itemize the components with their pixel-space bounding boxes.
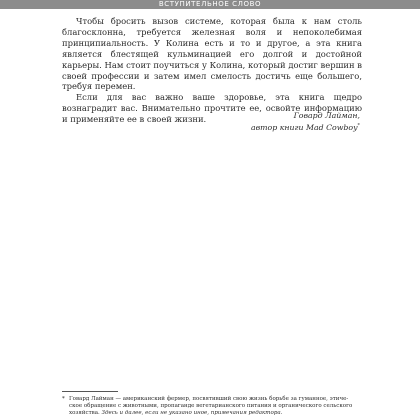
signature-role: автор книги Mad Cowboy [250, 122, 358, 132]
main-text [62, 16, 362, 125]
footnote-editor-note: Здесь и далее, если не указано иное, примечания редактора. [101, 410, 283, 416]
footnote-line-2: ское обращение с животными, пропаганде вегетарианского питания и органического сельского [69, 403, 353, 409]
signature-name: Говард Лайман, [293, 111, 360, 120]
paragraph-2: Если для вас важно ваше здоровье, эта книга щедро вознаградит вас. Внимательно прочтите ее, освойте информацию и применяйте ее в своей жизни. [62, 92, 362, 125]
footnote-text-3: хозяйства. [69, 410, 102, 416]
footnote [62, 396, 362, 417]
footnote-divider [62, 391, 118, 392]
paragraph-1: Чтобы бросить вызов системе, которая была к нам столь благосклонна, требуется железная воля и непоколебимая принципиальность. У Колина есть и то и другое, а эта книга является блестящей кульминацией его долгой и достойной карьеры. Нам стоит поучиться у Колина, который достиг вершин в своей профессии и затем имел смелость достичь еще большего, требуя перемен. [62, 16, 362, 92]
footnote-marker: * [357, 121, 360, 128]
signature-block [251, 110, 360, 133]
footnote-text-1: Говард Лайман — американский фермер, посвятивший свою жизнь борьбе за гуманное, этиче- [69, 396, 349, 402]
footnote-line-1 [62, 396, 362, 403]
running-header [0, 0, 420, 9]
signature-role-line [251, 122, 360, 134]
footnote-mark: * [62, 396, 65, 402]
footnote-line-3 [62, 410, 362, 417]
running-header-title: ВСТУПИТЕЛЬНОЕ СЛОВО [158, 0, 262, 8]
